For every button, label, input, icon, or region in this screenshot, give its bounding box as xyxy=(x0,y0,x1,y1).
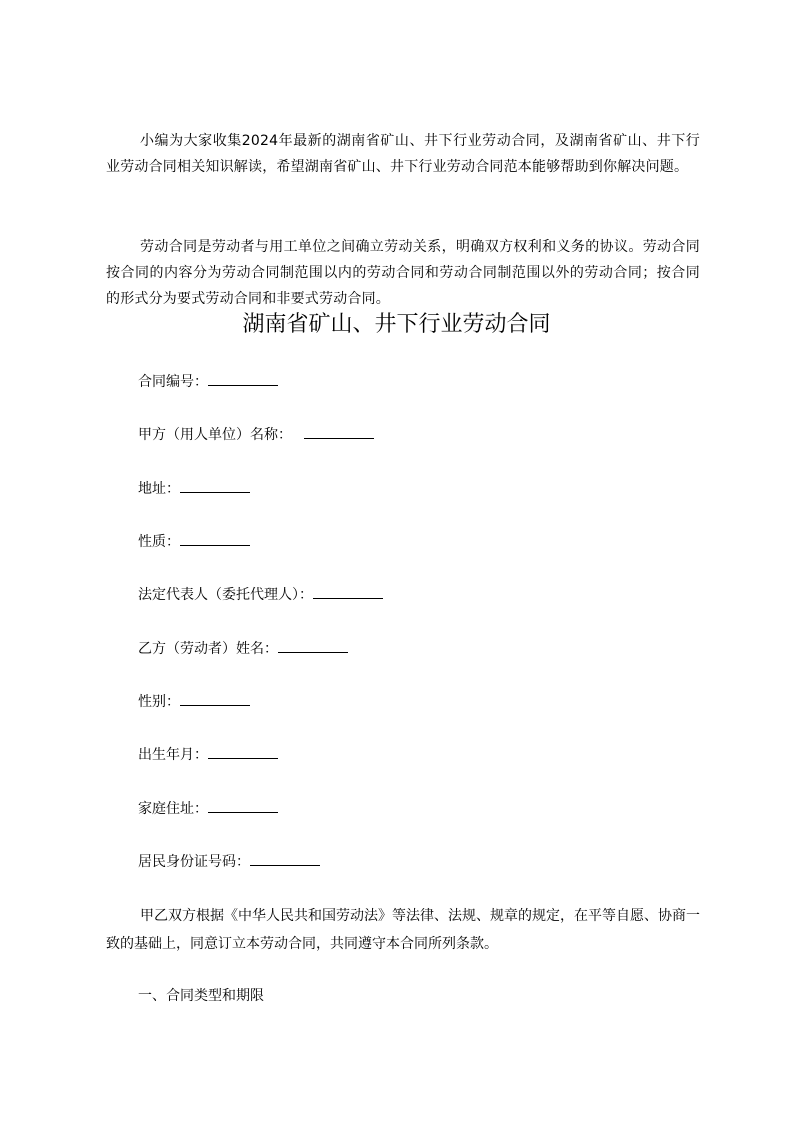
fill-in-blank xyxy=(313,584,383,599)
fill-in-blank xyxy=(278,638,348,653)
field-label: 性别： xyxy=(138,694,180,710)
fill-in-blank xyxy=(208,798,278,813)
field-party-a-name xyxy=(138,424,374,445)
field-gender xyxy=(138,691,250,712)
fill-in-blank xyxy=(180,478,250,493)
field-birth-date xyxy=(138,744,278,765)
field-label: 乙方（劳动者）姓名： xyxy=(138,641,278,657)
field-home-address xyxy=(138,798,278,819)
field-legal-representative xyxy=(138,584,383,605)
field-label: 居民身份证号码： xyxy=(138,854,250,870)
field-id-number xyxy=(138,851,320,872)
fill-in-blank xyxy=(208,371,278,386)
preamble-paragraph: 甲乙双方根据《中华人民共和国劳动法》等法律、法规、规章的规定，在平等自愿、协商一致的基础上，同意订立本劳动合同，共同遵守本合同所列条款。 xyxy=(106,908,700,952)
fill-in-blank xyxy=(180,531,250,546)
contract-title: 湖南省矿山、井下行业劳动合同 xyxy=(242,312,551,337)
field-label: 出生年月： xyxy=(138,747,208,763)
field-label: 性质： xyxy=(138,534,180,550)
intro-paragraph-1: 小编为大家收集2024年最新的湖南省矿山、井下行业劳动合同，及湖南省矿山、井下行业劳动合同相关知识解读，希望湖南省矿山、井下行业劳动合同范本能够帮助到你解决问题。 xyxy=(106,133,700,175)
fill-in-blank xyxy=(250,851,320,866)
intro-paragraph-2: 劳动合同是劳动者与用工单位之间确立劳动关系，明确双方权利和义务的协议。劳动合同按合同的内容分为劳动合同制范围以内的劳动合同和劳动合同制范围以外的劳动合同；按合同的形式分为要式劳动合同和非要式劳动合同。 xyxy=(106,239,700,307)
field-label: 合同编号： xyxy=(138,374,208,390)
field-party-b-name xyxy=(138,638,348,659)
field-label: 法定代表人（委托代理人）： xyxy=(138,587,313,603)
field-label: 家庭住址： xyxy=(138,801,208,817)
field-label: 甲方（用人单位）名称： xyxy=(138,427,292,443)
fill-in-blank xyxy=(304,424,374,439)
field-address xyxy=(138,478,250,499)
field-nature xyxy=(138,531,250,552)
field-contract-number xyxy=(138,371,278,392)
section-heading-1: 一、合同类型和期限 xyxy=(138,988,264,1004)
fill-in-blank xyxy=(208,744,278,759)
field-label: 地址： xyxy=(138,481,180,497)
fill-in-blank xyxy=(180,691,250,706)
